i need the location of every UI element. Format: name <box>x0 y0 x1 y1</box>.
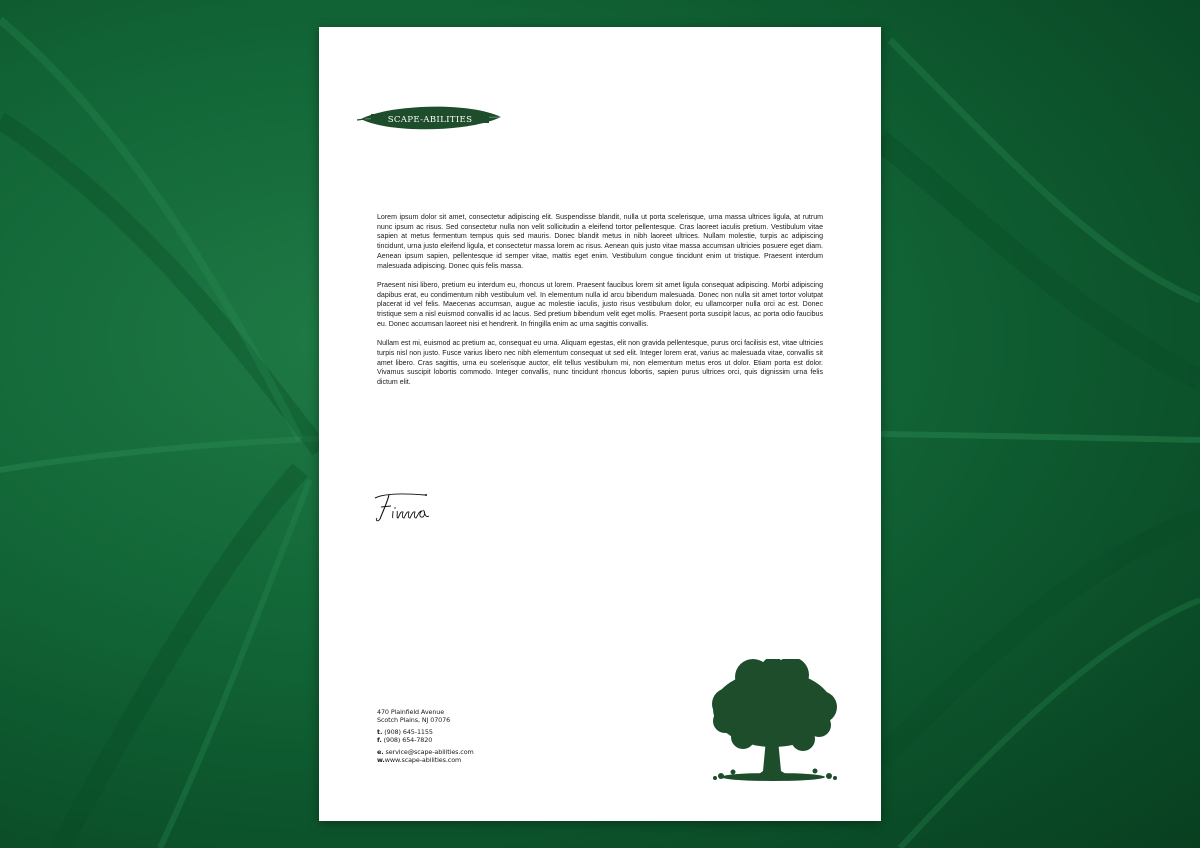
email-row: e. service@scape-abilities.com <box>377 748 474 756</box>
contact-block <box>377 708 474 764</box>
signature <box>371 489 433 525</box>
letter-body <box>377 213 823 397</box>
scape-abilities-logo <box>357 103 503 133</box>
letter-paragraph-2: Praesent nisi libero, pretium eu interdum eu, rhoncus ut lorem. Praesent faucibus lorem sit amet ligula consequat adipiscing. Morbi adipiscing dapibus erat, eu condimentum nibh vestibulum vel. In elementum nulla id arcu bibendum malesuada. Donec non nulla sit amet tortor volutpat placerat id vel felis. Maecenas accumsan, augue ac molestie iaculis, justo risus vestibulum dolor, eu ullamcorper nulla orci ac est. Donec tristique sem a nisl euismod convallis id ac lacus. Sed pretium bibendum velit eget mollis. Praesent porta suscipit lacus, ac porta odio faucibus eu. Donec accumsan laoreet nisi et hendrerit. In fringilla enim ac urna sagittis convallis. <box>377 281 823 328</box>
letterhead-page <box>319 27 881 821</box>
fax-number: (908) 654-7820 <box>383 736 433 744</box>
phone-row: t. (908) 645-1155 <box>377 728 433 736</box>
fax-row: f. (908) 654-7820 <box>377 736 433 744</box>
phone-number: (908) 645-1155 <box>384 728 433 736</box>
tree-icon <box>703 659 843 785</box>
address-line-2: Scotch Plains, NJ 07076 <box>377 716 451 724</box>
website-link[interactable]: www.scape-abilities.com <box>384 756 462 764</box>
address-line-1: 470 Plainfield Avenue <box>377 708 445 716</box>
svg-text:SCAPE-ABILITIES: SCAPE-ABILITIES <box>387 114 473 125</box>
letter-paragraph-3: Nullam est mi, euismod ac pretium ac, consequat eu urna. Aliquam egestas, elit non gravida pellentesque, purus orci facilisis est, vitae ultricies turpis nisl non justo. Fusce varius libero nec nibh elementum consequat ut sed elit. Integer lorem erat, varius ac malesuada vitae, convallis sit amet libero. Cras sagittis, urna eu scelerisque auctor, elit tellus vestibulum mi, non elementum metus eros ut dolor. Etiam porta est dolor. Vivamus suscipit lobortis commodo. Integer convallis, nunc tincidunt rhoncus lobortis, sapien purus ultrices orci, quis dignissim urna felis dictum elit. <box>377 340 823 386</box>
web-row: w.www.scape-abilities.com <box>377 756 462 764</box>
letter-paragraph-1: Lorem ipsum dolor sit amet, consectetur adipiscing elit. Suspendisse blandit, nulla ut porta scelerisque, urna massa ultrices ligula, at rutrum nunc ipsum ac risus. Sed consectetur nulla non velit sollicitudin a eleifend tortor pellentesque. Cras laoreet iaculis pretium. Vestibulum vitae sapien at metus fermentum tempus quis sed mauris. Donec blandit metus in nibh laoreet ultrices. Nullam molestie, turpis ac adipiscing tincidunt, urna justo eleifend ligula, et consectetur massa lorem ac risus. Aenean quis justo vitae massa accumsan ultricies posuere eget diam. Aenean ipsum sapien, pellentesque id semper vitae, mattis eget enim. Vestibulum congue tincidunt enim ut tristique. Praesent interdum malesuada adipiscing. Donec quis felis massa. <box>377 214 823 270</box>
email-address[interactable]: service@scape-abilities.com <box>385 748 474 756</box>
